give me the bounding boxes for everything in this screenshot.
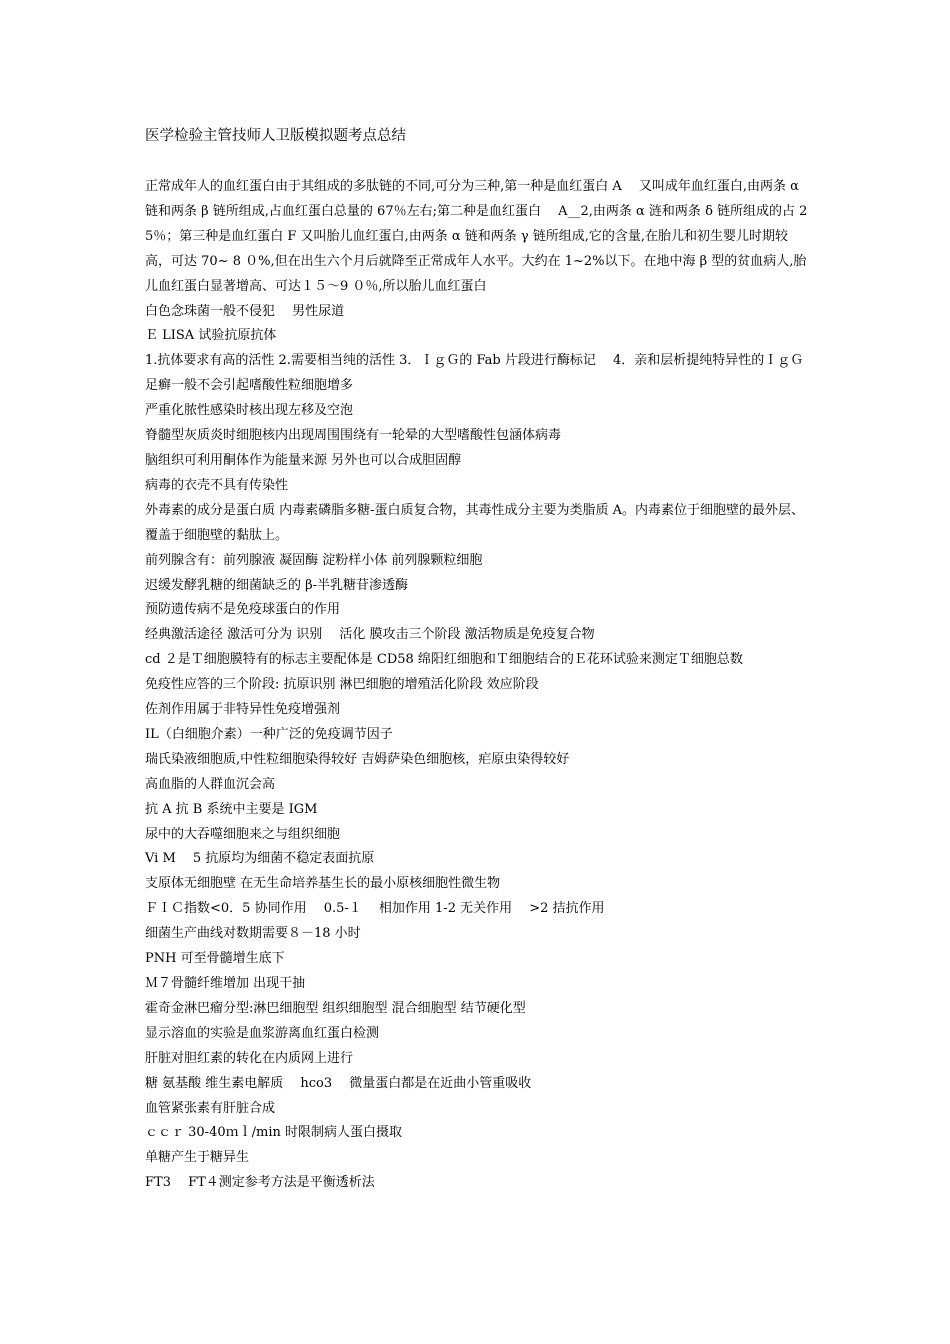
paragraph: 白色念珠菌一般不侵犯 男性尿道 <box>145 303 345 319</box>
paragraph: 预防遗传病不是免疫球蛋白的作用 <box>145 602 341 618</box>
paragraph: 病毒的衣壳不具有传染性 <box>145 477 289 493</box>
paragraph: 肝脏对胆红素的转化在内质网上进行 <box>145 1050 354 1066</box>
paragraph: 正常成年人的血红蛋白由于其组成的多肽链的不同,可分为三种,第一种是血红蛋白 A 又叫成年血红蛋白,由两条 α 链和两条 β 链所组成,占血红蛋白总量的 67％左右;第二种是血红蛋白 A__2,由两条 α 涟和两条 δ 链所组成的占 25％；第三种是血红蛋白 F 又叫胎儿血红蛋白,由两条 α 链和两条 γ 链所组成,它的含量,在胎儿和初生婴儿时期较高，可达 70~ 8 ０%,但在出生六个月后就降至正常成年人水平。大约在 1~2%以下。在地中海 β 型的贫血病人,胎儿血红蛋白显著增高、可达１５～9 ０％,所以胎儿血红蛋白 <box>145 179 808 294</box>
paragraph: 霍奇金淋巴瘤分型:淋巴细胞型 组织细胞型 混合细胞型 结节硬化型 <box>145 1000 526 1016</box>
paragraph: 足癣一般不会引起嗜酸性粒细胞增多 <box>145 378 354 394</box>
document-title: 医学检验主管技师人卫版模拟题考点总结 <box>145 128 406 144</box>
paragraph: 血管紧张素有肝脏合成 <box>145 1100 276 1116</box>
paragraph: ｃｃｒ 30-40ｍｌ/min 时限制病人蛋白摄取 <box>145 1125 402 1141</box>
paragraph: IL（白细胞介素）一种广泛的免疫调节因子 <box>145 726 393 742</box>
paragraph: 高血脂的人群血沉会高 <box>145 776 276 792</box>
paragraph: 严重化脓性感染时核出现左移及空泡 <box>145 403 354 419</box>
paragraph: Ｍ７骨髓纤维增加 出现干抽 <box>145 976 306 991</box>
paragraph: 支原体无细胞壁 在无生命培养基生长的最小原核细胞性微生物 <box>145 876 501 892</box>
paragraph: PNH 可至骨髓增生底下 <box>145 951 285 967</box>
paragraph: FT3 FT４测定参考方法是平衡透析法 <box>145 1175 375 1191</box>
paragraph: 糖 氨基酸 维生素电解质 hco3 微量蛋白都是在近曲小管重吸收 <box>145 1075 532 1091</box>
paragraph: 细菌生产曲线对数期需要８－18 小时 <box>145 926 361 942</box>
paragraph: 脊髓型灰质炎时细胞核内出现周围围绕有一轮晕的大型嗜酸性包涵体病毒 <box>145 428 562 444</box>
paragraph: cd ２是Ｔ细胞膜特有的标志主要配体是 CD58 绵阳红细胞和Ｔ细胞结合的Ｅ花环试验来测定Ｔ细胞总数 <box>145 652 743 668</box>
paragraph: 佐剂作用属于非特异性免疫增强剂 <box>145 702 341 718</box>
paragraph: 免疫性应答的三个阶段: 抗原识别 淋巴细胞的增殖活化阶段 效应阶段 <box>145 677 539 693</box>
paragraph: 经典激活途径 激活可分为 识别 活化 膜攻击三个阶段 激活物质是免疫复合物 <box>145 627 595 643</box>
paragraph: 单糖产生于糖异生 <box>145 1150 250 1166</box>
document-body <box>145 175 810 1196</box>
paragraph: 尿中的大吞噬细胞来之与组织细胞 <box>145 826 341 842</box>
paragraph: 显示溶血的实验是血浆游离血红蛋白检测 <box>145 1025 380 1041</box>
paragraph: 1.抗体要求有高的活性 2.需要相当纯的活性 3．ＩｇＧ的 Fab 片段进行酶标记 4．亲和层析提纯特异性的ＩｇＧ <box>145 353 804 369</box>
paragraph: Ｅ LISA 试验抗原抗体 <box>145 328 277 344</box>
paragraph: 迟缓发酵乳糖的细菌缺乏的 β-半乳糖苷渗透酶 <box>145 577 409 593</box>
paragraph: 抗 A 抗 B 系统中主要是 IGM <box>145 801 318 817</box>
paragraph: Vi M 5 抗原均为细菌不稳定表面抗原 <box>145 851 375 867</box>
paragraph: 外毒素的成分是蛋白质 内毒素磷脂多糖-蛋白质复合物，其毒性成分主要为类脂质 A。内毒素位于细胞壁的最外层、覆盖于细胞壁的黏肽上。 <box>145 502 805 543</box>
paragraph: 脑组织可利用酮体作为能量来源 另外也可以合成胆固醇 <box>145 452 462 468</box>
paragraph: 前列腺含有：前列腺液 凝固酶 淀粉样小体 前列腺颗粒细胞 <box>145 552 483 568</box>
paragraph: ＦＩＣ指数<0．5 协同作用 0.5-１ 相加作用 1-2 无关作用 >2 拮抗作用 <box>145 901 605 917</box>
paragraph: 瑞氏染液细胞质,中性粒细胞染得较好 吉姆萨染色细胞核，疟原虫染得较好 <box>145 751 570 767</box>
